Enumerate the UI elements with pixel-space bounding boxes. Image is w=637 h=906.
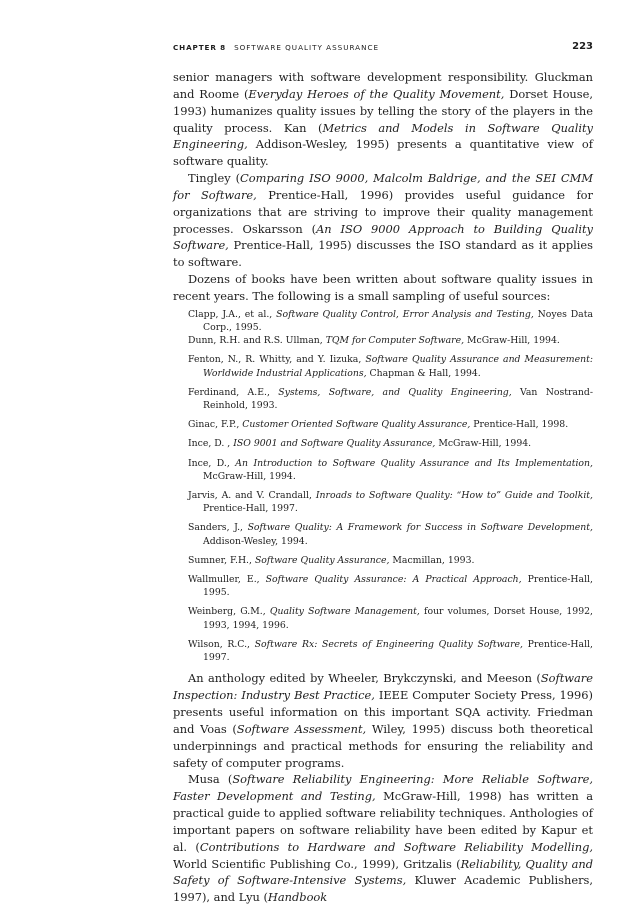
italic-title: Software Quality Assurance and Measurement: Worldwide Industrial Applications,	[203, 354, 593, 379]
text-run: Dozens of books have been written about software quality issues in recent years. The following is a small sampling of useful sources:	[173, 272, 593, 303]
text-run: Musa (	[188, 772, 233, 787]
text-run: An anthology edited by Wheeler, Brykczynski, and Meeson (	[188, 671, 541, 686]
reference-item	[173, 521, 593, 547]
italic-title: Software Reliability Engineering: More Reliable Software, Faster Development and Testing,	[173, 772, 593, 804]
text-run: Addison-Wesley, 1994.	[203, 535, 308, 547]
text-run: Addison-Wesley, 1995) presents a quantitative view of software quality.	[173, 137, 593, 169]
text-run: Prentice-Hall, 1998.	[470, 419, 569, 431]
text-run: Noyes Data Corp., 1995.	[203, 308, 593, 334]
text-run: Wilson, R.C.,	[188, 638, 255, 650]
italic-title: Software Rx: Secrets of Engineering Quality Software,	[254, 638, 523, 650]
italic-title: TQM for Computer Software,	[325, 335, 465, 347]
page-body	[173, 69, 593, 906]
reference-item	[173, 573, 593, 599]
paragraph-2	[173, 170, 593, 271]
reference-item	[173, 638, 593, 664]
text-run: McGraw-Hill, 1994.	[464, 335, 560, 347]
italic-title: Handbook	[267, 890, 328, 905]
text-run: Ince, D. ,	[188, 438, 234, 450]
text-run: Prentice-Hall, 1995) discusses the ISO standard as it applies to software.	[173, 238, 593, 270]
text-run: McGraw-Hill, 1998) has written a practical guide to applied software reliability techniques. Anthologies of important papers on software reliability have been edited by Kapur et al. (	[173, 789, 593, 854]
italic-title: Systems, Software, and Quality Engineering,	[278, 386, 512, 398]
chapter-title: SOFTWARE QUALITY ASSURANCE	[234, 43, 380, 52]
text-run: senior managers with software development responsibility. Gluckman and Roome (	[173, 70, 593, 101]
italic-title: Metrics and Models in Software Quality Engineering,	[173, 120, 593, 152]
page-number: 223	[572, 41, 593, 52]
paragraph-1	[173, 69, 593, 170]
text-run: Clapp, J.A., et al.,	[188, 308, 277, 320]
reference-list	[173, 308, 593, 664]
text-run: Chapman & Hall, 1994.	[366, 367, 481, 379]
italic-title: Software Quality: A Framework for Success in Software Development,	[247, 522, 593, 534]
text-run: Wiley, 1995) discuss both theoretical underpinnings and practical methods for ensuring the reliability and safety of computer programs.	[173, 721, 594, 770]
chapter-label	[173, 43, 379, 52]
reference-item	[173, 418, 593, 431]
italic-title: Reliability, Quality and Safety of Software-Intensive Systems,	[173, 856, 593, 888]
text-run: Wallmuller, E.,	[188, 574, 266, 586]
text-run: Kluwer Academic Publishers, 1997), and Lyu (	[173, 873, 593, 905]
reference-item	[173, 605, 593, 631]
text-run: Dorset House, 1993) humanizes quality issues by telling the story of the players in the quality process. Kan (	[173, 86, 593, 135]
text-run: Prentice-Hall, 1997.	[203, 638, 593, 664]
text-run: four volumes, Dorset House, 1992, 1993, 1994, 1996.	[203, 606, 593, 631]
text-run: McGraw-Hill, 1994.	[203, 470, 296, 482]
text-run: Ferdinand, A.E.,	[188, 386, 279, 398]
text-run: Weinberg, G.M.,	[188, 606, 270, 618]
italic-title: Inroads to Software Quality: “How to” Guide and Toolkit,	[315, 490, 593, 502]
text-run: Van Nostrand-Reinhold, 1993.	[203, 386, 594, 412]
text-run: McGraw-Hill, 1994.	[435, 438, 532, 450]
italic-title: An Introduction to Software Quality Assurance and Its Implementation,	[235, 457, 593, 469]
running-header	[173, 41, 593, 55]
italic-title: Quality Software Management,	[269, 606, 420, 618]
text-run: Ginac, F.P.,	[188, 419, 243, 431]
text-run: Fenton, N., R. Whitty, and Y. Iizuka,	[188, 354, 366, 366]
italic-title: Software Inspection: Industry Best Practice,	[173, 671, 593, 703]
italic-title: Comparing ISO 9000, Malcolm Baldrige, and the SEI CMM for Software,	[173, 171, 593, 202]
text-run: Prentice-Hall, 1995.	[203, 574, 593, 599]
text-run: Sanders, J.,	[188, 522, 248, 534]
reference-item	[173, 489, 593, 515]
text-run: Dunn, R.H. and R.S. Ullman,	[188, 335, 326, 347]
reference-item	[173, 334, 593, 347]
italic-title: Software Quality Assurance,	[254, 554, 390, 566]
text-run: World Scientific Publishing Co., 1999), Gritzalis (	[173, 856, 461, 871]
italic-title: Software Assessment,	[236, 721, 367, 736]
paragraph-4	[173, 670, 593, 771]
italic-title: Everyday Heroes of the Quality Movement,	[248, 86, 505, 101]
text-run: Sumner, F.H.,	[188, 554, 255, 566]
paragraph-3	[173, 271, 593, 305]
italic-title: ISO 9001 and Software Quality Assurance,	[233, 438, 436, 450]
italic-title: Contributions to Hardware and Software Reliability Modelling,	[199, 839, 593, 854]
text-run: Prentice-Hall, 1997.	[203, 503, 298, 515]
italic-title: An ISO 9000 Approach to Building Quality Software,	[173, 221, 593, 253]
reference-item	[173, 437, 593, 450]
text-run: Prentice-Hall, 1996) provides useful guidance for organizations that are striving to improve their quality management processes. Oskarsson (	[173, 187, 593, 236]
chapter-number: CHAPTER 8	[173, 43, 227, 52]
reference-item	[173, 308, 593, 334]
reference-item	[173, 554, 593, 567]
text-run: Tingley (	[188, 171, 241, 186]
reference-item	[173, 353, 593, 379]
paragraph-5	[173, 771, 593, 906]
reference-item	[173, 457, 593, 483]
text-run: Macmillan, 1993.	[389, 554, 475, 566]
italic-title: Customer Oriented Software Quality Assurance,	[242, 419, 471, 431]
text-run: Jarvis, A. and V. Crandall,	[188, 490, 316, 502]
text-run: Ince, D.,	[188, 457, 236, 469]
italic-title: Software Quality Control, Error Analysis and Testing,	[276, 308, 534, 320]
text-run: IEEE Computer Society Press, 1996) presents useful information on this important SQA activity. Friedman and Voas (	[173, 688, 593, 736]
reference-item	[173, 386, 593, 412]
italic-title: Software Quality Assurance: A Practical Approach,	[265, 574, 522, 586]
